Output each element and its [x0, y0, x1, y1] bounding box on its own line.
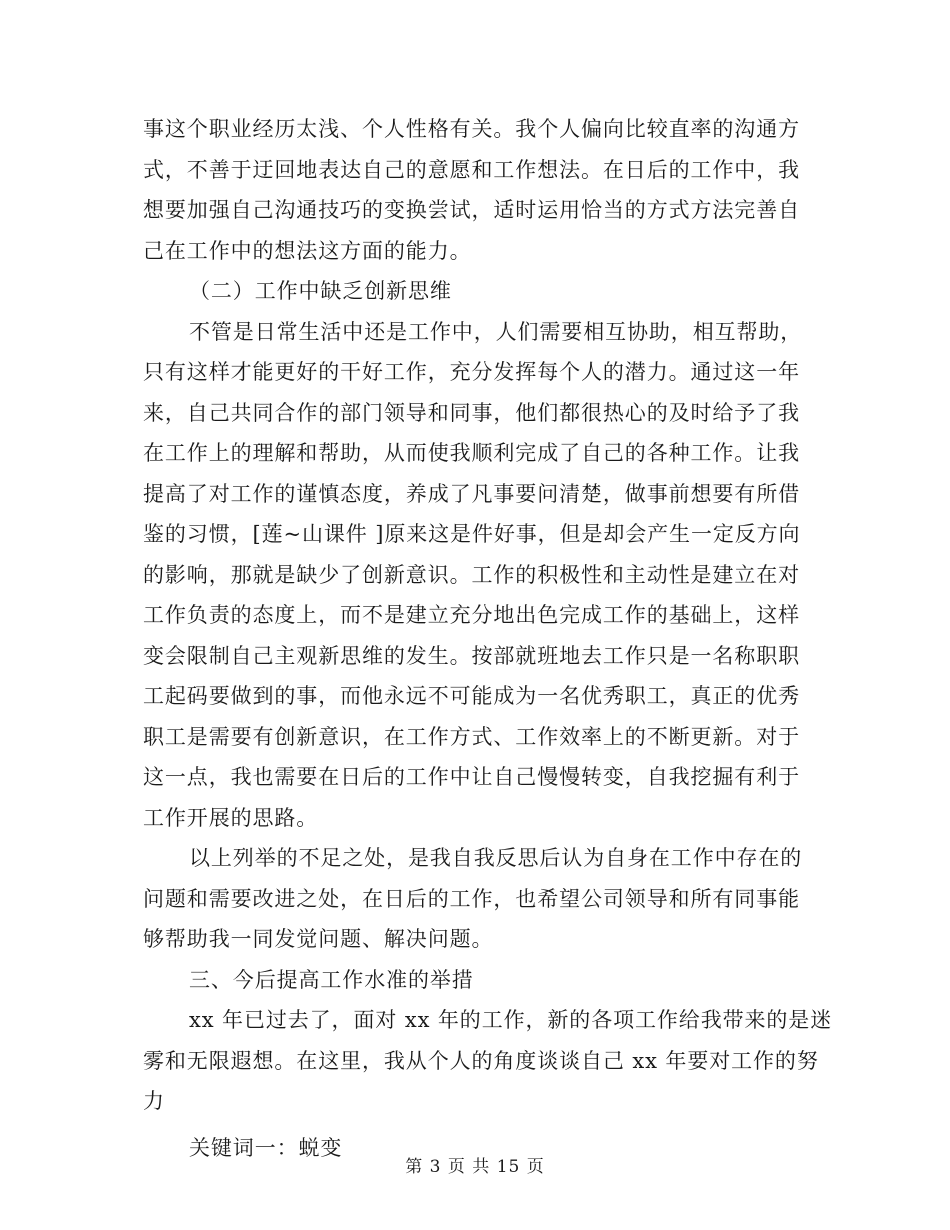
- text-line: 雾和无限遐想。在这里，我从个人的角度谈谈自己 xx 年要对工作的努: [143, 1048, 819, 1073]
- document-body: [143, 109, 833, 1168]
- section-heading: （二）工作中缺乏创新思维: [189, 279, 452, 303]
- paragraph-start: 以上列举的不足之处，是我自我反思后认为自身在工作中存在的: [189, 846, 803, 870]
- text-line: 变会限制自己主观新思维的发生。按部就班地去工作只是一名称职职: [143, 643, 800, 668]
- text-line: 在工作上的理解和帮助，从而使我顺利完成了自己的各种工作。让我: [143, 441, 800, 465]
- text-line: 这一点，我也需要在日后的工作中让自己慢慢转变，自我挖掘有利于: [143, 765, 800, 789]
- text-line: 来，自己共同合作的部门领导和同事，他们都很热心的及时给予了我: [143, 400, 800, 425]
- text-line: 想要加强自己沟通技巧的变换尝试，适时运用恰当的方式方法完善自: [143, 198, 800, 222]
- text-line: 问题和需要改进之处，在日后的工作，也希望公司领导和所有同事能: [143, 886, 800, 911]
- page-number-footer: 第 3 页 共 15 页: [405, 1157, 545, 1177]
- text-line: 工起码要做到的事，而他永远不可能成为一名优秀职工，真正的优秀: [143, 684, 800, 708]
- section-heading: 三、今后提高工作水准的举措: [189, 967, 474, 992]
- text-line: 的影响，那就是缺少了创新意识。工作的积极性和主动性是建立在对: [143, 562, 800, 587]
- keyword-heading: 关键词一：蜕变: [189, 1135, 343, 1160]
- text-line: 提高了对工作的谨慎态度，养成了凡事要问清楚，做事前想要有所借: [143, 481, 800, 506]
- text-line: 力: [143, 1089, 165, 1113]
- text-line: 工作开展的思路。: [143, 805, 319, 830]
- paragraph-start: 不管是日常生活中还是工作中，人们需要相互协助，相互帮助，: [189, 319, 803, 344]
- text-line: 只有这样才能更好的干好工作，充分发挥每个人的潜力。通过这一年: [143, 360, 800, 384]
- text-line: 事这个职业经历太浅、个人性格有关。我个人偏向比较直率的沟通方: [143, 117, 800, 141]
- text-line: 式，不善于迂回地表达自己的意愿和工作想法。在日后的工作中，我: [143, 157, 800, 182]
- text-line: 鉴的习惯，[莲~山课件 ]原来这是件好事，但是却会产生一定反方向: [143, 522, 801, 546]
- text-line: 够帮助我一同发觉问题、解决问题。: [143, 927, 494, 951]
- text-line: 职工是需要有创新意识，在工作方式、工作效率上的不断更新。对于: [143, 724, 800, 749]
- paragraph-start: xx 年已过去了，面对 xx 年的工作，新的各项工作给我带来的是迷: [189, 1008, 833, 1032]
- text-line: 己在工作中的想法这方面的能力。: [143, 238, 472, 263]
- text-line: 工作负责的态度上，而不是建立充分地出色完成工作的基础上，这样: [143, 603, 800, 627]
